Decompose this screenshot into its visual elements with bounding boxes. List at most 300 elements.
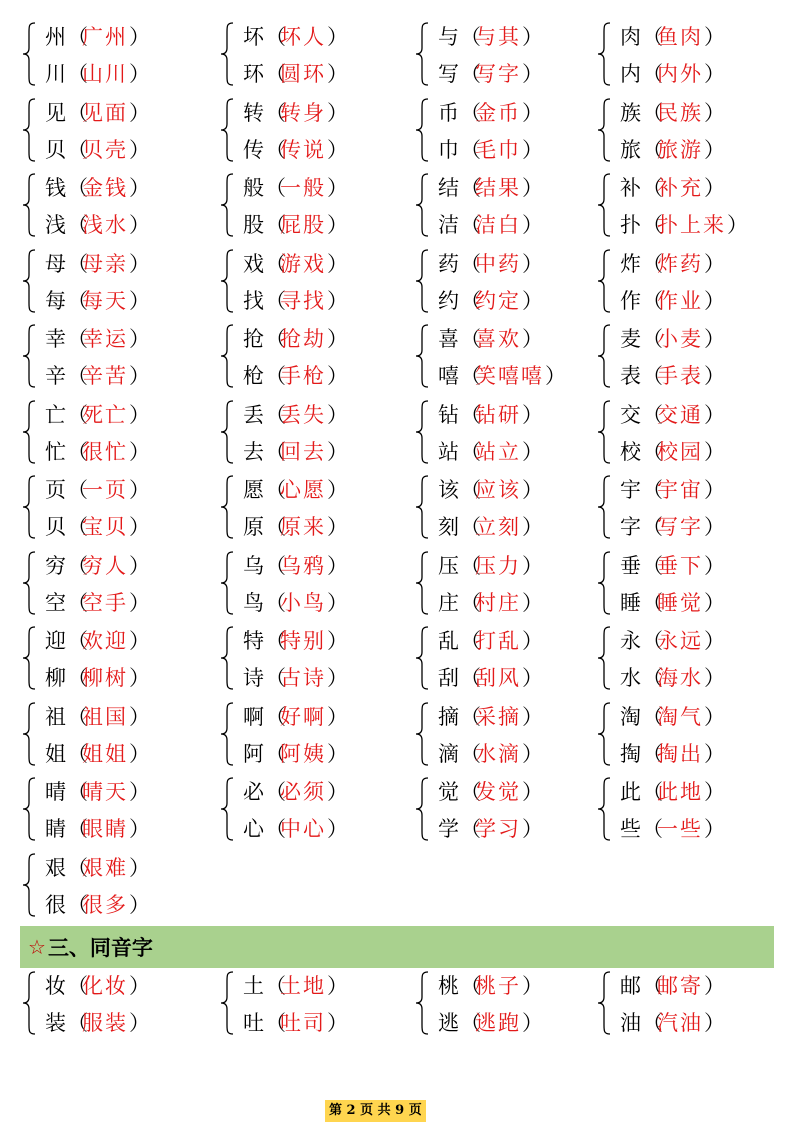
paren-close: ） <box>522 327 543 351</box>
answer-word: 祖国 <box>82 704 128 729</box>
paren-open: （ <box>265 288 286 313</box>
hanzi: 鸟 <box>243 590 264 615</box>
paren-open: （ <box>265 62 286 86</box>
brace-icon <box>220 971 234 1035</box>
brace-icon <box>22 98 36 162</box>
char-pair <box>411 623 593 699</box>
answer-word: 吐司 <box>280 1011 326 1035</box>
answer-word: 采摘 <box>475 704 521 729</box>
char-row <box>437 210 543 240</box>
paren-open: （ <box>460 704 481 729</box>
hanzi: 股 <box>243 213 264 237</box>
char-row <box>437 663 543 693</box>
hanzi: 乌 <box>243 553 264 578</box>
char-pair <box>18 774 216 850</box>
paren-open: （ <box>265 704 286 729</box>
hanzi: 麦 <box>620 327 641 351</box>
paren-open: （ <box>265 553 286 578</box>
hanzi: 药 <box>438 251 459 276</box>
char-row <box>437 361 566 391</box>
char-row <box>242 739 348 769</box>
paren-close: ） <box>327 629 348 653</box>
brace-icon <box>597 551 611 615</box>
char-row <box>44 286 150 316</box>
answer-word: 小鸟 <box>280 590 326 615</box>
paren-open: （ <box>67 629 88 653</box>
answer-word: 发觉 <box>475 780 521 804</box>
paren-close: ） <box>327 288 348 313</box>
hanzi: 装 <box>45 1011 66 1035</box>
answer-word: 此地 <box>657 780 703 804</box>
paren-open: （ <box>67 515 88 539</box>
hanzi: 交 <box>620 402 641 427</box>
paren-open: （ <box>67 817 88 841</box>
answer-word: 钻研 <box>475 402 521 427</box>
char-row <box>619 437 725 467</box>
char-row <box>619 59 725 89</box>
answer-word: 丢失 <box>280 402 326 427</box>
char-pair <box>593 321 778 397</box>
paren-open: （ <box>265 817 286 841</box>
char-row <box>242 475 348 505</box>
answer-word: 古诗 <box>280 666 326 690</box>
char-row <box>437 512 543 542</box>
char-row <box>437 324 543 354</box>
paren-open: （ <box>642 327 663 351</box>
char-row <box>242 249 348 279</box>
char-row <box>44 210 150 240</box>
char-pair <box>593 472 778 548</box>
hanzi: 宇 <box>620 478 641 502</box>
hanzi: 空 <box>45 590 66 615</box>
brace-icon <box>22 249 36 313</box>
char-row <box>242 135 348 165</box>
hanzi: 传 <box>243 137 264 162</box>
paren-open: （ <box>265 100 286 125</box>
paren-open: （ <box>460 288 481 313</box>
paren-close: ） <box>129 704 150 729</box>
char-row <box>242 59 348 89</box>
brace-icon <box>597 971 611 1035</box>
hanzi: 原 <box>243 515 264 539</box>
brace-icon <box>220 22 234 86</box>
char-row <box>242 210 348 240</box>
brace-icon <box>22 551 36 615</box>
char-row <box>242 324 348 354</box>
answer-word: 必须 <box>280 780 326 804</box>
hanzi: 该 <box>438 478 459 502</box>
paren-open: （ <box>642 974 663 998</box>
answer-word: 写字 <box>475 62 521 86</box>
char-row <box>44 1008 150 1038</box>
paren-open: （ <box>460 780 481 804</box>
paren-close: ） <box>129 137 150 162</box>
hanzi: 贝 <box>45 137 66 162</box>
paren-close: ） <box>545 364 566 388</box>
answer-word: 抢劫 <box>280 327 326 351</box>
paren-open: （ <box>460 364 481 388</box>
paren-close: ） <box>704 974 725 998</box>
char-row <box>44 588 150 618</box>
paren-open: （ <box>642 62 663 86</box>
brace-icon <box>22 626 36 690</box>
hanzi: 忙 <box>45 439 66 464</box>
paren-close: ） <box>129 25 150 49</box>
paren-open: （ <box>265 137 286 162</box>
paren-open: （ <box>67 855 88 880</box>
paren-close: ） <box>327 1011 348 1035</box>
answer-word: 淘气 <box>657 704 703 729</box>
paren-open: （ <box>642 590 663 615</box>
paren-open: （ <box>642 704 663 729</box>
hanzi: 睛 <box>45 817 66 841</box>
brace-icon <box>597 475 611 539</box>
char-row <box>242 512 348 542</box>
hanzi: 妆 <box>45 974 66 998</box>
brace-icon <box>597 777 611 841</box>
hanzi: 晴 <box>45 780 66 804</box>
char-row <box>242 551 348 581</box>
hanzi: 刮 <box>438 666 459 690</box>
paren-close: ） <box>327 590 348 615</box>
char-row <box>619 210 748 240</box>
brace-icon <box>415 249 429 313</box>
hanzi: 阿 <box>243 741 264 766</box>
paren-open: （ <box>460 137 481 162</box>
answer-word: 压力 <box>475 553 521 578</box>
hanzi: 扑 <box>620 213 641 237</box>
paren-open: （ <box>67 100 88 125</box>
hanzi: 每 <box>45 288 66 313</box>
answer-word: 宇宙 <box>657 478 703 502</box>
answer-word: 写字 <box>657 515 703 539</box>
paren-close: ） <box>704 402 725 427</box>
paren-open: （ <box>460 666 481 690</box>
paren-close: ） <box>327 439 348 464</box>
char-pair <box>593 95 778 171</box>
paren-close: ） <box>522 817 543 841</box>
char-row <box>619 971 725 1001</box>
hanzi: 作 <box>620 288 641 313</box>
paren-close: ） <box>129 100 150 125</box>
paren-close: ） <box>704 176 725 200</box>
paren-open: （ <box>460 100 481 125</box>
char-row <box>619 702 725 732</box>
paren-close: ） <box>129 327 150 351</box>
char-pair <box>18 321 216 397</box>
char-pair <box>18 850 216 926</box>
hanzi: 辛 <box>45 364 66 388</box>
char-row <box>242 971 348 1001</box>
paren-close: ） <box>522 251 543 276</box>
paren-open: （ <box>265 666 286 690</box>
char-row <box>242 702 348 732</box>
char-row <box>619 777 725 807</box>
char-row <box>44 135 150 165</box>
answer-word: 浅水 <box>82 213 128 237</box>
char-row <box>619 475 725 505</box>
answer-word: 很多 <box>82 892 128 917</box>
char-pair <box>411 968 593 1044</box>
paren-close: ） <box>704 741 725 766</box>
hanzi: 此 <box>620 780 641 804</box>
char-row <box>437 551 543 581</box>
brace-icon <box>22 971 36 1035</box>
char-row <box>619 22 725 52</box>
paren-close: ） <box>522 213 543 237</box>
page-footer: 第 2 页 共 9 页 <box>325 1100 426 1122</box>
paren-open: （ <box>67 704 88 729</box>
paren-open: （ <box>67 62 88 86</box>
answer-word: 手表 <box>657 364 703 388</box>
paren-close: ） <box>704 478 725 502</box>
char-row <box>242 814 348 844</box>
paren-close: ） <box>704 288 725 313</box>
similar-chars-grid <box>18 19 778 925</box>
paren-open: （ <box>642 100 663 125</box>
hanzi: 垂 <box>620 553 641 578</box>
hanzi: 丢 <box>243 402 264 427</box>
answer-word: 回去 <box>280 439 326 464</box>
hanzi: 油 <box>620 1011 641 1035</box>
answer-word: 结果 <box>475 176 521 200</box>
answer-word: 原来 <box>280 515 326 539</box>
char-row <box>619 98 725 128</box>
paren-close: ） <box>522 402 543 427</box>
answer-word: 学习 <box>475 817 521 841</box>
paren-open: （ <box>460 402 481 427</box>
answer-word: 中药 <box>475 251 521 276</box>
answer-word: 空手 <box>82 590 128 615</box>
paren-open: （ <box>265 213 286 237</box>
answer-word: 金钱 <box>82 176 128 200</box>
hanzi: 钱 <box>45 176 66 200</box>
hanzi: 去 <box>243 439 264 464</box>
char-pair <box>18 968 216 1044</box>
char-pair <box>216 968 411 1044</box>
char-row <box>242 437 348 467</box>
char-row <box>44 777 150 807</box>
homophones-grid <box>18 968 778 1044</box>
paren-open: （ <box>67 1011 88 1035</box>
paren-close: ） <box>129 741 150 766</box>
answer-word: 姐姐 <box>82 741 128 766</box>
hanzi: 掏 <box>620 741 641 766</box>
answer-word: 圆环 <box>280 62 326 86</box>
hanzi: 逃 <box>438 1011 459 1035</box>
char-row <box>242 626 348 656</box>
hanzi: 幸 <box>45 327 66 351</box>
char-row <box>242 663 348 693</box>
paren-close: ） <box>327 704 348 729</box>
char-row <box>44 551 150 581</box>
paren-open: （ <box>265 974 286 998</box>
char-pair <box>593 548 778 624</box>
paren-close: ） <box>522 974 543 998</box>
char-row <box>44 22 150 52</box>
char-pair <box>593 699 778 775</box>
char-row <box>619 361 725 391</box>
brace-icon <box>415 626 429 690</box>
hanzi: 戏 <box>243 251 264 276</box>
paren-open: （ <box>642 439 663 464</box>
char-pair <box>593 397 778 473</box>
answer-word: 村庄 <box>475 590 521 615</box>
paren-close: ） <box>704 1011 725 1035</box>
paren-open: （ <box>460 251 481 276</box>
paren-open: （ <box>67 892 88 917</box>
hanzi: 站 <box>438 439 459 464</box>
paren-open: （ <box>460 817 481 841</box>
char-pair <box>216 246 411 322</box>
paren-open: （ <box>67 741 88 766</box>
answer-word: 乌鸦 <box>280 553 326 578</box>
paren-open: （ <box>642 629 663 653</box>
paren-open: （ <box>265 439 286 464</box>
paren-open: （ <box>642 176 663 200</box>
paren-open: （ <box>642 741 663 766</box>
char-pair <box>593 170 778 246</box>
char-row <box>242 400 348 430</box>
answer-word: 土地 <box>280 974 326 998</box>
paren-open: （ <box>265 478 286 502</box>
paren-open: （ <box>67 213 88 237</box>
paren-close: ） <box>522 439 543 464</box>
char-row <box>619 551 725 581</box>
paren-open: （ <box>67 327 88 351</box>
answer-word: 游戏 <box>280 251 326 276</box>
answer-word: 邮寄 <box>657 974 703 998</box>
brace-icon <box>220 324 234 388</box>
brace-icon <box>415 173 429 237</box>
paren-close: ） <box>522 176 543 200</box>
paren-open: （ <box>265 515 286 539</box>
brace-icon <box>22 853 36 917</box>
answer-word: 特别 <box>280 629 326 653</box>
paren-open: （ <box>642 213 663 237</box>
hanzi: 邮 <box>620 974 641 998</box>
answer-word: 很忙 <box>82 439 128 464</box>
answer-word: 一页 <box>82 478 128 502</box>
answer-word: 作业 <box>657 288 703 313</box>
hanzi: 转 <box>243 100 264 125</box>
char-pair <box>216 397 411 473</box>
char-row <box>619 324 725 354</box>
char-pair <box>216 623 411 699</box>
paren-open: （ <box>265 251 286 276</box>
answer-word: 艰难 <box>82 855 128 880</box>
answer-word: 坏人 <box>280 25 326 49</box>
paren-open: （ <box>642 817 663 841</box>
paren-open: （ <box>460 439 481 464</box>
paren-close: ） <box>327 741 348 766</box>
hanzi: 表 <box>620 364 641 388</box>
answer-word: 宝贝 <box>82 515 128 539</box>
hanzi: 喜 <box>438 327 459 351</box>
answer-word: 水滴 <box>475 741 521 766</box>
char-pair <box>216 472 411 548</box>
char-row <box>44 890 150 920</box>
paren-open: （ <box>460 553 481 578</box>
char-pair <box>411 95 593 171</box>
char-pair <box>593 19 778 95</box>
paren-open: （ <box>67 974 88 998</box>
char-row <box>44 173 150 203</box>
answer-word: 化妆 <box>82 974 128 998</box>
char-row <box>44 361 150 391</box>
char-row <box>44 475 150 505</box>
section-header <box>20 926 774 968</box>
hanzi: 钻 <box>438 402 459 427</box>
hanzi: 水 <box>620 666 641 690</box>
char-pair <box>593 968 778 1044</box>
char-row <box>437 249 543 279</box>
answer-word: 民族 <box>657 100 703 125</box>
brace-icon <box>597 400 611 464</box>
char-row <box>437 702 543 732</box>
answer-word: 辛苦 <box>82 364 128 388</box>
char-row <box>44 971 150 1001</box>
paren-close: ） <box>704 364 725 388</box>
char-pair <box>18 95 216 171</box>
char-row <box>242 588 348 618</box>
paren-open: （ <box>642 1011 663 1035</box>
char-pair <box>18 472 216 548</box>
paren-close: ） <box>129 817 150 841</box>
char-row <box>619 512 725 542</box>
answer-word: 掏出 <box>657 741 703 766</box>
brace-icon <box>597 98 611 162</box>
paren-close: ） <box>129 402 150 427</box>
paren-close: ） <box>129 590 150 615</box>
brace-icon <box>220 626 234 690</box>
char-row <box>44 437 150 467</box>
paren-open: （ <box>642 780 663 804</box>
paren-close: ） <box>704 251 725 276</box>
char-pair <box>411 19 593 95</box>
answer-word: 广州 <box>82 25 128 49</box>
char-row <box>619 663 725 693</box>
char-row <box>44 853 150 883</box>
paren-open: （ <box>642 25 663 49</box>
answer-word: 洁白 <box>475 213 521 237</box>
brace-icon <box>220 777 234 841</box>
answer-word: 好啊 <box>280 704 326 729</box>
brace-icon <box>220 173 234 237</box>
hanzi: 学 <box>438 817 459 841</box>
answer-word: 睡觉 <box>657 590 703 615</box>
char-row <box>437 814 543 844</box>
paren-close: ） <box>522 515 543 539</box>
char-row <box>437 437 543 467</box>
paren-open: （ <box>265 402 286 427</box>
paren-open: （ <box>460 25 481 49</box>
hanzi: 桃 <box>438 974 459 998</box>
char-row <box>619 588 725 618</box>
hanzi: 族 <box>620 100 641 125</box>
char-pair <box>18 397 216 473</box>
char-row <box>619 400 725 430</box>
answer-word: 旅游 <box>657 137 703 162</box>
hanzi: 压 <box>438 553 459 578</box>
brace-icon <box>597 626 611 690</box>
answer-word: 桃子 <box>475 974 521 998</box>
char-row <box>44 98 150 128</box>
paren-open: （ <box>265 590 286 615</box>
paren-close: ） <box>522 1011 543 1035</box>
answer-word: 转身 <box>280 100 326 125</box>
hanzi: 州 <box>45 25 66 49</box>
